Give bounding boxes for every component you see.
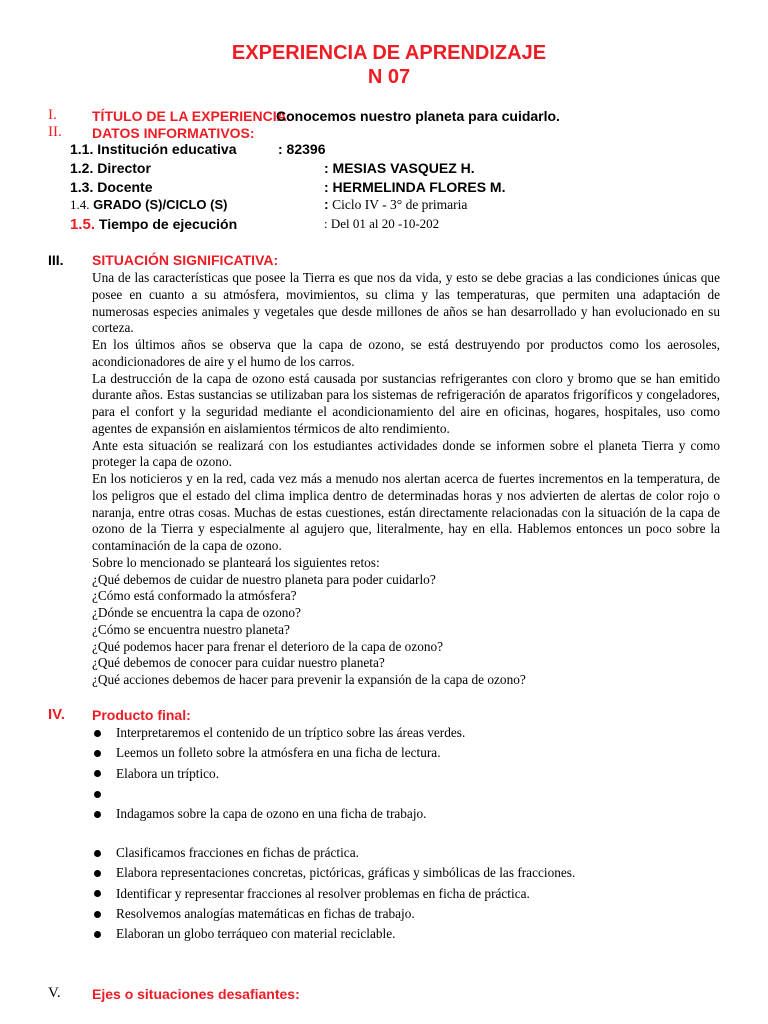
section-4-numeral: IV. [48, 706, 65, 723]
list-item: Clasificamos fracciones en fichas de práctica. [94, 843, 575, 863]
data-row-label: Institución educativa [97, 141, 237, 157]
document-title: EXPERIENCIA DE APRENDIZAJE [231, 42, 547, 64]
bullet-icon [94, 750, 101, 757]
section-1-heading: TÍTULO DE LA EXPERIENCIA: [92, 108, 292, 124]
data-row-director [70, 160, 151, 176]
list-item: Identificar y representar fracciones al resolver problemas en ficha de práctica. [94, 884, 575, 904]
data-row-institution [70, 141, 237, 157]
list-item: Indagamos sobre la capa de ozono en una ficha de trabajo. [94, 804, 465, 824]
list-item [94, 784, 465, 804]
data-row-number: 1.4. [70, 197, 90, 212]
question-item: ¿Qué acciones debemos de hacer para prevenir la expansión de la capa de ozono? [92, 672, 526, 687]
data-row-number: 1.1. [70, 141, 94, 157]
bullet-icon [94, 850, 101, 857]
teacher-value: : HERMELINDA FLORES M. [324, 179, 506, 195]
data-row-label: GRADO (S)/CICLO (S) [93, 197, 228, 212]
question-item: ¿Qué podemos hacer para frenar el deterioro de la capa de ozono? [92, 638, 444, 654]
institution-value: : 82396 [278, 141, 326, 157]
duration-value: : Del 01 al 20 -10-202 [324, 216, 440, 231]
list-item: Leemos un folleto sobre la atmósfera en una ficha de lectura. [94, 743, 465, 763]
section-5-numeral: V. [48, 985, 61, 1001]
document-number: N 07 [367, 66, 411, 88]
situation-text [92, 270, 720, 689]
situation-paragraph: Una de las características que posee la Tierra es que nos da vida, y esto se debe gracias a las condiciones únicas que posee en cuanto a su atmósfera, movimientos, su clima y las temperaturas, que permiten una adaptación de numerosas especies animales y vegetales que desde millones de años se han desarrollado y han evolucionado en su corteza. [92, 270, 720, 336]
data-row-label: Tiempo de ejecución [98, 216, 238, 232]
grade-value [324, 196, 467, 214]
director-value: : MESIAS VASQUEZ H. [324, 160, 475, 176]
question-item: ¿Qué debemos de conocer para cuidar nuestro planeta? [92, 655, 385, 671]
bullet-icon [94, 730, 101, 737]
bullet-icon [94, 931, 101, 938]
question-item: ¿Cómo se encuentra nuestro planeta? [92, 621, 290, 637]
question-item: ¿Qué debemos de cuidar de nuestro planeta para poder cuidarlo? [92, 571, 436, 587]
bullet-icon [94, 811, 101, 818]
section-3-heading: SITUACIÓN SIGNIFICATIVA: [92, 252, 279, 268]
bullet-icon [94, 770, 101, 777]
bullet-icon [94, 911, 101, 918]
bullet-icon [94, 791, 101, 798]
bullet-icon [94, 890, 101, 897]
data-row-teacher [70, 179, 152, 195]
list-item: Elaboran un globo terráqueo con material reciclable. [94, 924, 575, 944]
final-product-list [94, 723, 465, 824]
situation-paragraph: En los últimos años se observa que la capa de ozono, se está destruyendo por productos como los aerosoles, acondicionadores de aire y el humo de los carros. [92, 337, 720, 369]
section-4-heading: Producto final: [92, 707, 191, 723]
section-5-heading: Ejes o situaciones desafiantes: [92, 986, 300, 1002]
data-row-grade [70, 197, 227, 213]
question-item: ¿Cómo está conformado la atmósfera? [92, 588, 297, 604]
questions-intro: Sobre lo mencionado se planteará los siguientes retos: [92, 554, 380, 570]
experience-title: Conocemos nuestro planeta para cuidarlo. [276, 108, 560, 124]
list-item: Resolvemos analogías matemáticas en fichas de trabajo. [94, 904, 575, 924]
situation-paragraph: Ante esta situación se realizará con los estudiantes actividades donde se informen sobre el planeta Tierra y como proteger la capa de ozono. [92, 437, 720, 470]
list-item: Interpretaremos el contenido de un tríptico sobre las áreas verdes. [94, 723, 465, 743]
data-row-number: 1.2. [70, 160, 94, 176]
section-2-heading: DATOS INFORMATIVOS: [92, 125, 255, 141]
final-product-list-2 [94, 843, 575, 944]
list-item: Elabora representaciones concretas, pictóricas, gráficas y simbólicas de las fracciones. [94, 863, 575, 883]
grade-colon: : [324, 196, 329, 212]
data-row-label: Director [97, 160, 151, 176]
data-row-number: 1.5. [70, 216, 96, 233]
section-2-numeral: II. [48, 124, 62, 140]
data-row-number: 1.3. [70, 179, 94, 195]
data-row-duration [70, 216, 237, 233]
data-row-label: Docente [97, 179, 153, 195]
question-item: ¿Dónde se encuentra la capa de ozono? [92, 605, 301, 620]
grade-text: Ciclo IV - 3° de primaria [332, 197, 468, 212]
section-3-numeral: III. [48, 252, 64, 268]
bullet-icon [94, 870, 101, 877]
list-item: Elabora un tríptico. [94, 764, 465, 784]
situation-paragraph: La destrucción de la capa de ozono está causada por sustancias refrigerantes con cloro y bromo que se han emitido durante años. Estas sustancias se utilizaban para los sistemas de refrigeración de aparatos frigoríficos y congeladores, para el confort y la seguridad mediante el acondicionamiento del aire en oficinas, hogares, hospitales, uso como agentes de expansión en aislamientos térmicos de alto rendimiento. [92, 370, 720, 436]
situation-paragraph: En los noticieros y en la red, cada vez más a menudo nos alertan acerca de fuertes incrementos en la temperatura, de los peligros que el estado del clima implica dentro de determinadas horas y nos advierten de alertas de color rojo o naranja, entre otras cosas. Muchas de estas cuestiones, están directamente relacionadas con la situación de la capa de ozono de la Tierra y especialmente al agujero que, literalmente, hay en ella. Hablemos entonces un poco sobre la contaminación de la capa de ozono. [92, 471, 720, 553]
section-1-numeral: I. [48, 107, 57, 123]
